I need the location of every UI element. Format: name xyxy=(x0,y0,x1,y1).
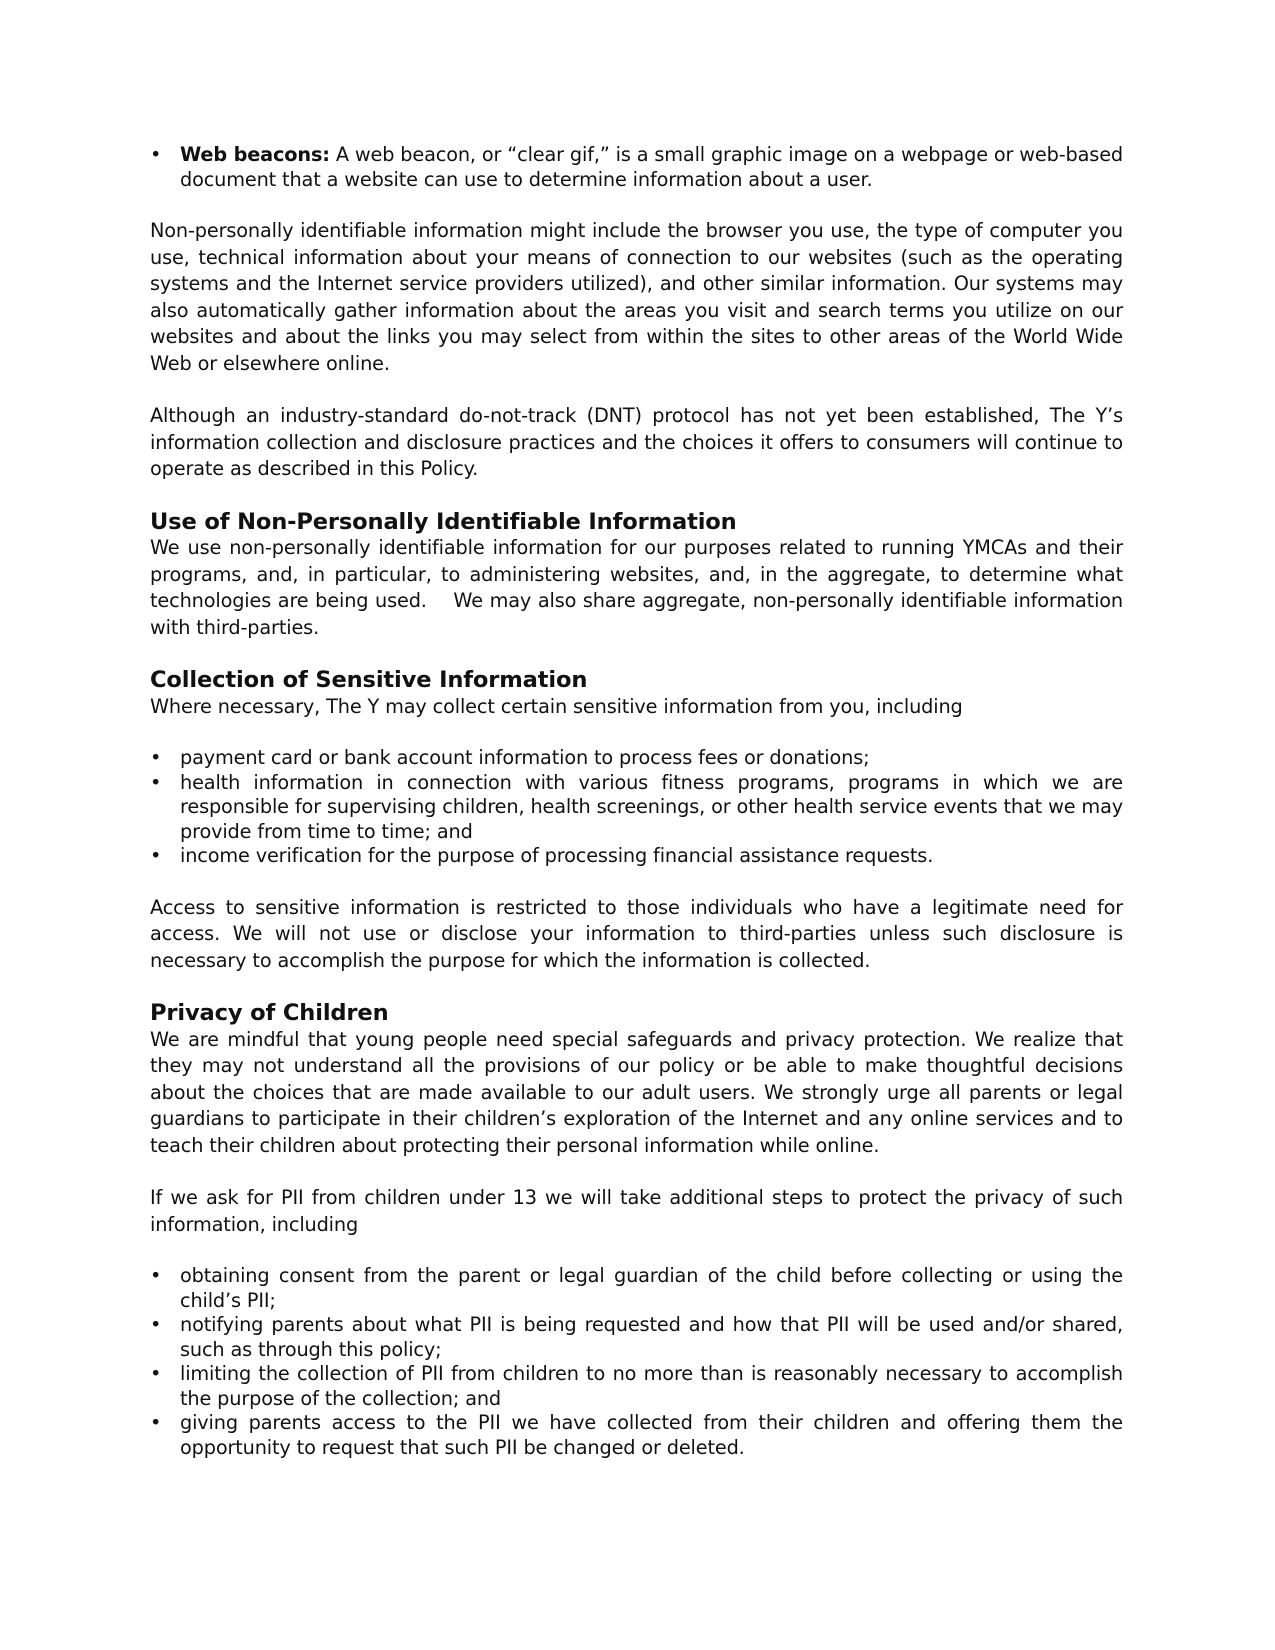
bullet-icon: • xyxy=(150,1411,162,1434)
paragraph-children-pii: If we ask for PII from children under 13 we will take additional steps to protect the privacy of such information, including xyxy=(150,1186,1123,1236)
list-item-web-beacons xyxy=(150,143,1123,192)
list-item-text: giving parents access to the PII we have collected from their children and offering them the opportunity to request that such PII be changed or deleted. xyxy=(180,1411,1123,1459)
section-heading-sensitive-information: Collection of Sensitive Information xyxy=(150,667,588,693)
bullet-icon: • xyxy=(150,770,162,794)
paragraph-dnt: Although an industry-standard do-not-track (DNT) protocol has not yet been established, The Y’s information collection and disclosure practices and the choices it offers to consumers will continue to operate as described in this Policy. xyxy=(150,404,1123,480)
list-item-text: notifying parents about what PII is being requested and how that PII will be used and/or shared, such as through this policy; xyxy=(180,1313,1123,1361)
list-item-text: payment card or bank account information to process fees or donations; xyxy=(180,746,870,769)
list-item-text: income verification for the purpose of processing financial assistance requests. xyxy=(180,844,934,867)
section-body-privacy-of-children: We are mindful that young people need special safeguards and privacy protection. We realize that they may not understand all the provisions of our policy or be able to make thoughtful decisions about the choices that are made available to our adult users. We strongly urge all parents or legal guardians to participate in their children’s exploration of the Internet and any online services and to teach their children about protecting their personal information while online. xyxy=(150,1027,1123,1157)
list-item-text: obtaining consent from the parent or legal guardian of the child before collecting or using the child’s PII; xyxy=(180,1264,1123,1312)
definition-web-beacons: A web beacon, or “clear gif,” is a small graphic image on a webpage or web-based document that a website can use to determine information about a user. xyxy=(180,143,1123,191)
bullet-icon: • xyxy=(150,1264,162,1287)
section-body-sensitive-information: Where necessary, The Y may collect certain sensitive information from you, including xyxy=(150,694,963,718)
document-page xyxy=(150,143,1123,1460)
list-item xyxy=(150,844,1123,869)
list-item xyxy=(150,1313,1123,1362)
web-beacons-list xyxy=(150,143,1123,192)
paragraph-non-pii-examples: Non-personally identifiable information might include the browser you use, the type of computer you use, technical information about your means of connection to our websites (such as the operating systems and the Internet service providers utilized), and other similar information. Our systems may also automatically gather information about the areas you visit and search terms you utilize on our websites and about the links you may select from within the sites to other areas of the World Wide Web or elsewhere online. xyxy=(150,219,1123,375)
sensitive-information-list xyxy=(150,746,1123,869)
section-body-use-of-non-pii: We use non-personally identifiable information for our purposes related to running YMCAs and their programs, and, in particular, to administering websites, and, in the aggregate, to determine what technologies are being used. We may also share aggregate, non-personally identifiable information with third-parties. xyxy=(150,536,1123,639)
section-heading-use-of-non-pii: Use of Non-Personally Identifiable Information xyxy=(150,508,737,535)
list-item xyxy=(150,771,1123,845)
bullet-icon: • xyxy=(150,844,162,867)
list-item xyxy=(150,746,1123,771)
bullet-icon: • xyxy=(150,1313,162,1336)
list-item xyxy=(150,1411,1123,1460)
list-item xyxy=(150,1362,1123,1411)
children-pii-list xyxy=(150,1264,1123,1460)
bullet-icon: • xyxy=(150,1362,162,1385)
term-web-beacons: Web beacons: xyxy=(180,143,330,166)
bullet-icon: • xyxy=(150,746,162,769)
section-heading-privacy-of-children: Privacy of Children xyxy=(150,1000,389,1026)
bullet-icon: • xyxy=(150,143,162,166)
list-item-text: health information in connection with various fitness programs, programs in which we are responsible for supervising children, health screenings, or other health service events that we may provide from time to time; and xyxy=(180,770,1123,843)
list-item xyxy=(150,1264,1123,1313)
paragraph-sensitive-access: Access to sensitive information is restricted to those individuals who have a legitimate need for access. We will not use or disclose your information to third-parties unless such disclosure is necessary to accomplish the purpose for which the information is collected. xyxy=(150,895,1123,972)
list-item-text: limiting the collection of PII from children to no more than is reasonably necessary to accomplish the purpose of the collection; and xyxy=(180,1362,1123,1410)
